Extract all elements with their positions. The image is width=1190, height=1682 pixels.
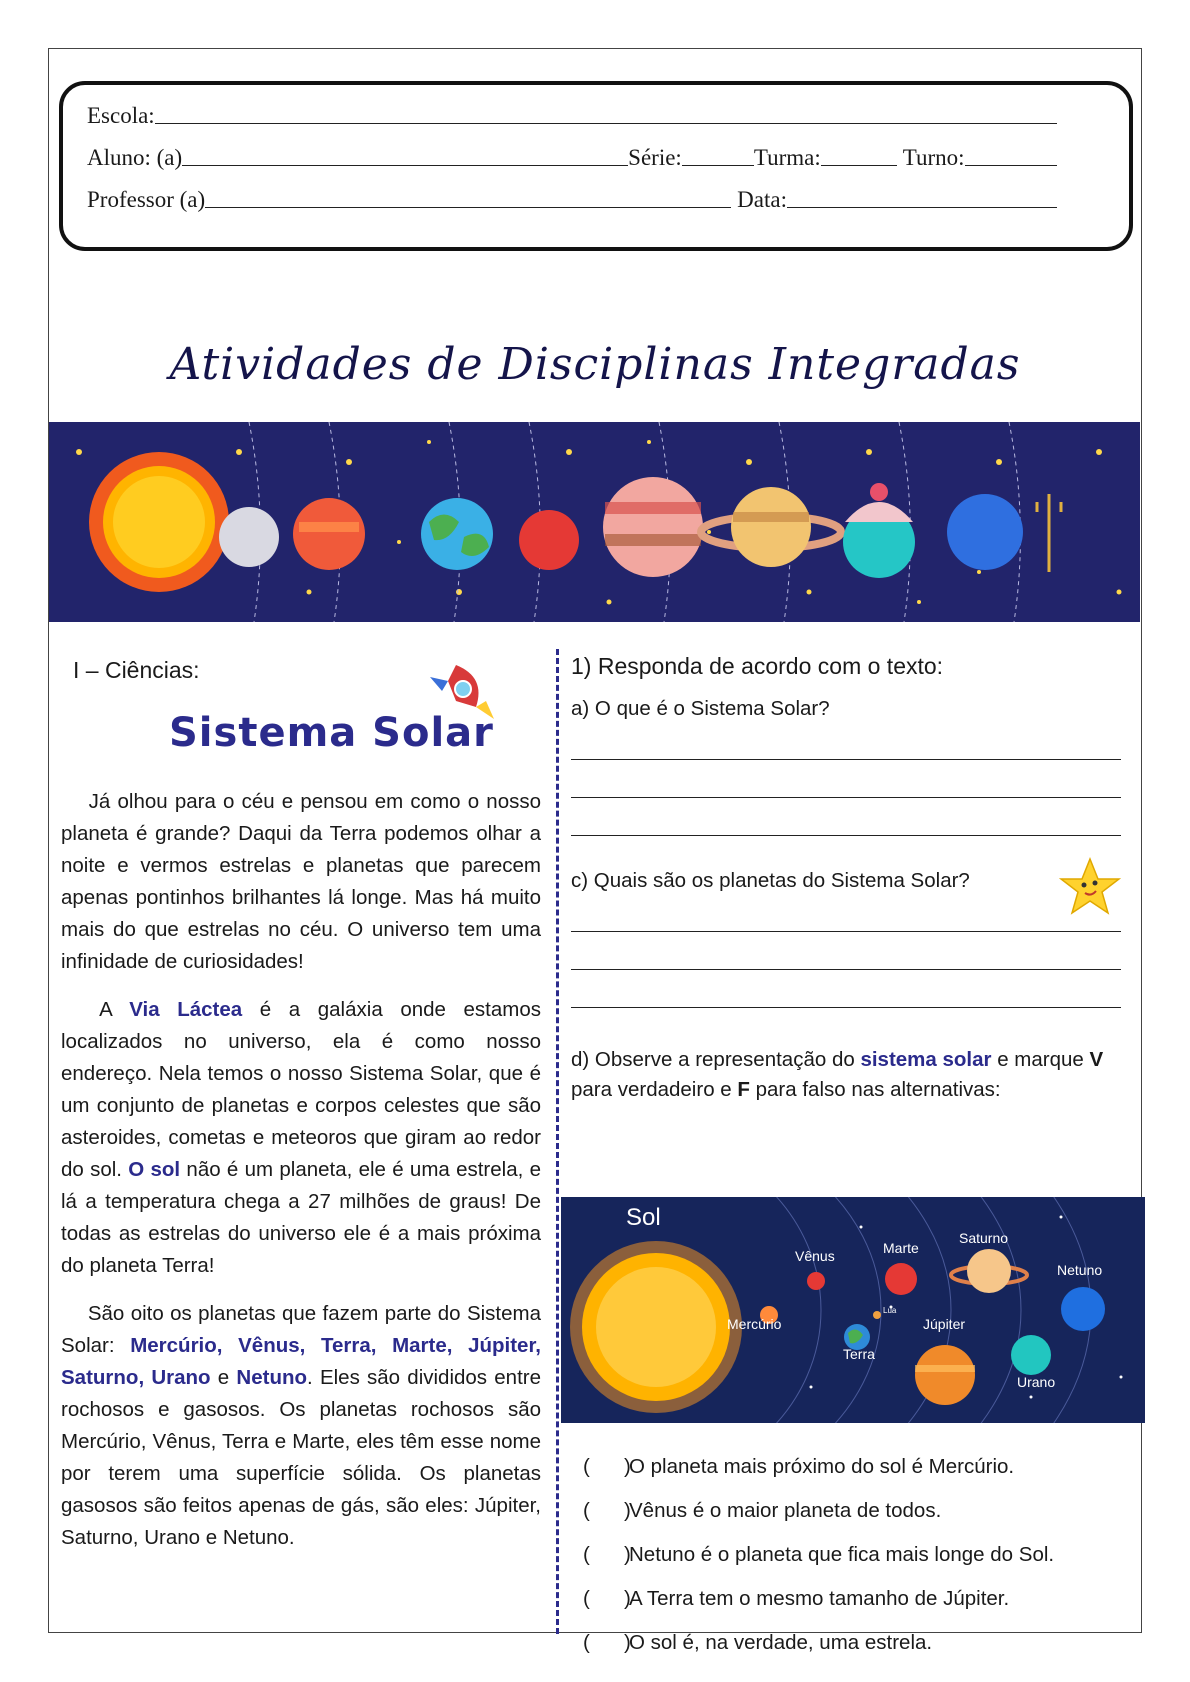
mercury-label: Mercúrio bbox=[727, 1316, 782, 1332]
student-row bbox=[87, 145, 1057, 171]
answer-box[interactable]: ( ) bbox=[583, 1499, 631, 1522]
worksheet-page bbox=[48, 48, 1142, 1654]
school-field[interactable] bbox=[155, 123, 1057, 124]
question-d: d) Observe a representação do sistema solar e marque V para verdadeiro e F para falso nas alternativas: bbox=[571, 1048, 1104, 1101]
star-icon bbox=[1059, 857, 1121, 917]
answer-box[interactable]: ( ) bbox=[583, 1455, 631, 1478]
answer-line[interactable] bbox=[571, 931, 1121, 932]
earth-label: Terra bbox=[843, 1346, 875, 1362]
neptune-label: Netuno bbox=[1057, 1262, 1103, 1278]
planets-banner bbox=[49, 422, 1140, 622]
question-a: a) O que é o Sistema Solar? bbox=[571, 697, 830, 720]
questions-column bbox=[571, 649, 1131, 1654]
solar-system-diagram bbox=[561, 1197, 1145, 1423]
mars-label: Marte bbox=[883, 1240, 919, 1256]
grade-label: Série: bbox=[628, 145, 682, 170]
class-label: Turma: bbox=[753, 145, 821, 170]
answer-line[interactable] bbox=[571, 797, 1121, 798]
answer-box[interactable]: ( ) bbox=[583, 1587, 631, 1610]
header-box bbox=[59, 81, 1133, 251]
sun-cartoon bbox=[89, 452, 229, 592]
shift-field[interactable] bbox=[965, 165, 1057, 166]
milky-way-highlight: Via Láctea bbox=[129, 998, 243, 1021]
class-field[interactable] bbox=[821, 165, 897, 166]
paragraph-3: São oito os planetas que fazem parte do Sistema Solar: Mercúrio, Vênus, Terra, Marte, Júpiter, Saturno, Urano e Netuno. Eles são divididos entre rochosos e gasosos. Os planetas rochosos são Mercúrio, Vênus, Terra e Marte, eles têm esse nome por terem uma superfície sólida. Os planetas gasosos são feitos apenas de gás, são eles: Júpiter, Saturno, Urano e Netuno. bbox=[61, 1302, 542, 1549]
answer-line[interactable] bbox=[571, 759, 1121, 760]
column-divider bbox=[556, 649, 559, 1634]
moon-label: Lua bbox=[883, 1306, 897, 1315]
teacher-row bbox=[87, 187, 1057, 213]
teacher-field[interactable] bbox=[205, 207, 731, 208]
student-label: Aluno: (a) bbox=[87, 145, 183, 170]
shift-label: Turno: bbox=[902, 145, 965, 170]
question-1-heading: 1) Responda de acordo com o texto: bbox=[571, 653, 944, 679]
answer-box[interactable]: ( ) bbox=[583, 1631, 631, 1654]
grade-field[interactable] bbox=[682, 165, 754, 166]
student-field[interactable] bbox=[182, 165, 628, 166]
school-row bbox=[87, 103, 1057, 129]
uranus-label: Urano bbox=[1017, 1374, 1056, 1390]
planets-highlight: Mercúrio, Vênus, Terra, Marte, Júpiter, Saturno, Urano bbox=[61, 1334, 542, 1389]
section-heading: I – Ciências: bbox=[73, 657, 200, 683]
answer-line[interactable] bbox=[571, 1007, 1121, 1008]
tf-item[interactable]: ( ) A Terra tem o mesmo tamanho de Júpiter. bbox=[583, 1587, 1010, 1610]
tf-item[interactable]: ( ) Netuno é o planeta que fica mais longe do Sol. bbox=[583, 1543, 1055, 1566]
paragraph-1: Já olhou para o céu e pensou em como o nosso planeta é grande? Daqui da Terra podemos olhar a noite e vermos estrelas e planetas que parecem apenas pontinhos brilhantes lá longe. Mas há muito mais do que estrelas no céu. O universo tem uma infinidade de curiosidades! bbox=[61, 790, 541, 973]
answer-line[interactable] bbox=[571, 835, 1121, 836]
tf-item[interactable]: ( ) Vênus é o maior planeta de todos. bbox=[583, 1499, 942, 1522]
rocket-icon bbox=[416, 657, 506, 727]
sun-planet bbox=[570, 1241, 742, 1413]
venus-label: Vênus bbox=[795, 1248, 835, 1264]
school-label: Escola: bbox=[87, 103, 155, 128]
saturn-label: Saturno bbox=[959, 1230, 1009, 1246]
answer-line[interactable] bbox=[571, 969, 1121, 970]
sun-label: Sol bbox=[626, 1204, 661, 1231]
date-label: Data: bbox=[737, 187, 787, 212]
answer-box[interactable]: ( ) bbox=[583, 1543, 631, 1566]
paragraph-2: A Via Láctea é a galáxia onde estamos localizados no universo, ela é como nosso endereço. Nela temos o nosso Sistema Solar, que é um conjunto de planetas e corpos celestes que são asteroides, cometas e meteoros que giram ao redor do sol. O sol não é um planeta, ele é uma estrela, e lá a temperatura chega a 27 milhões de graus! De todas as estrelas do universo ele é a mais próxima do planeta Terra! bbox=[61, 998, 541, 1277]
jupiter-label: Júpiter bbox=[923, 1316, 966, 1332]
reading-title: Sistema Solar bbox=[169, 710, 494, 756]
date-field[interactable] bbox=[787, 207, 1057, 208]
page-title: Atividades de Disciplinas Integradas bbox=[169, 339, 1021, 390]
tf-item[interactable]: ( ) O planeta mais próximo do sol é Mercúrio. bbox=[583, 1455, 1015, 1478]
tf-item[interactable]: ( ) O sol é, na verdade, uma estrela. bbox=[583, 1631, 933, 1654]
question-c: c) Quais são os planetas do Sistema Solar? bbox=[571, 869, 970, 892]
neptune-highlight: Netuno bbox=[236, 1366, 308, 1389]
sun-highlight: O sol bbox=[128, 1158, 181, 1181]
teacher-label: Professor (a) bbox=[87, 187, 206, 212]
science-column bbox=[61, 649, 541, 1570]
